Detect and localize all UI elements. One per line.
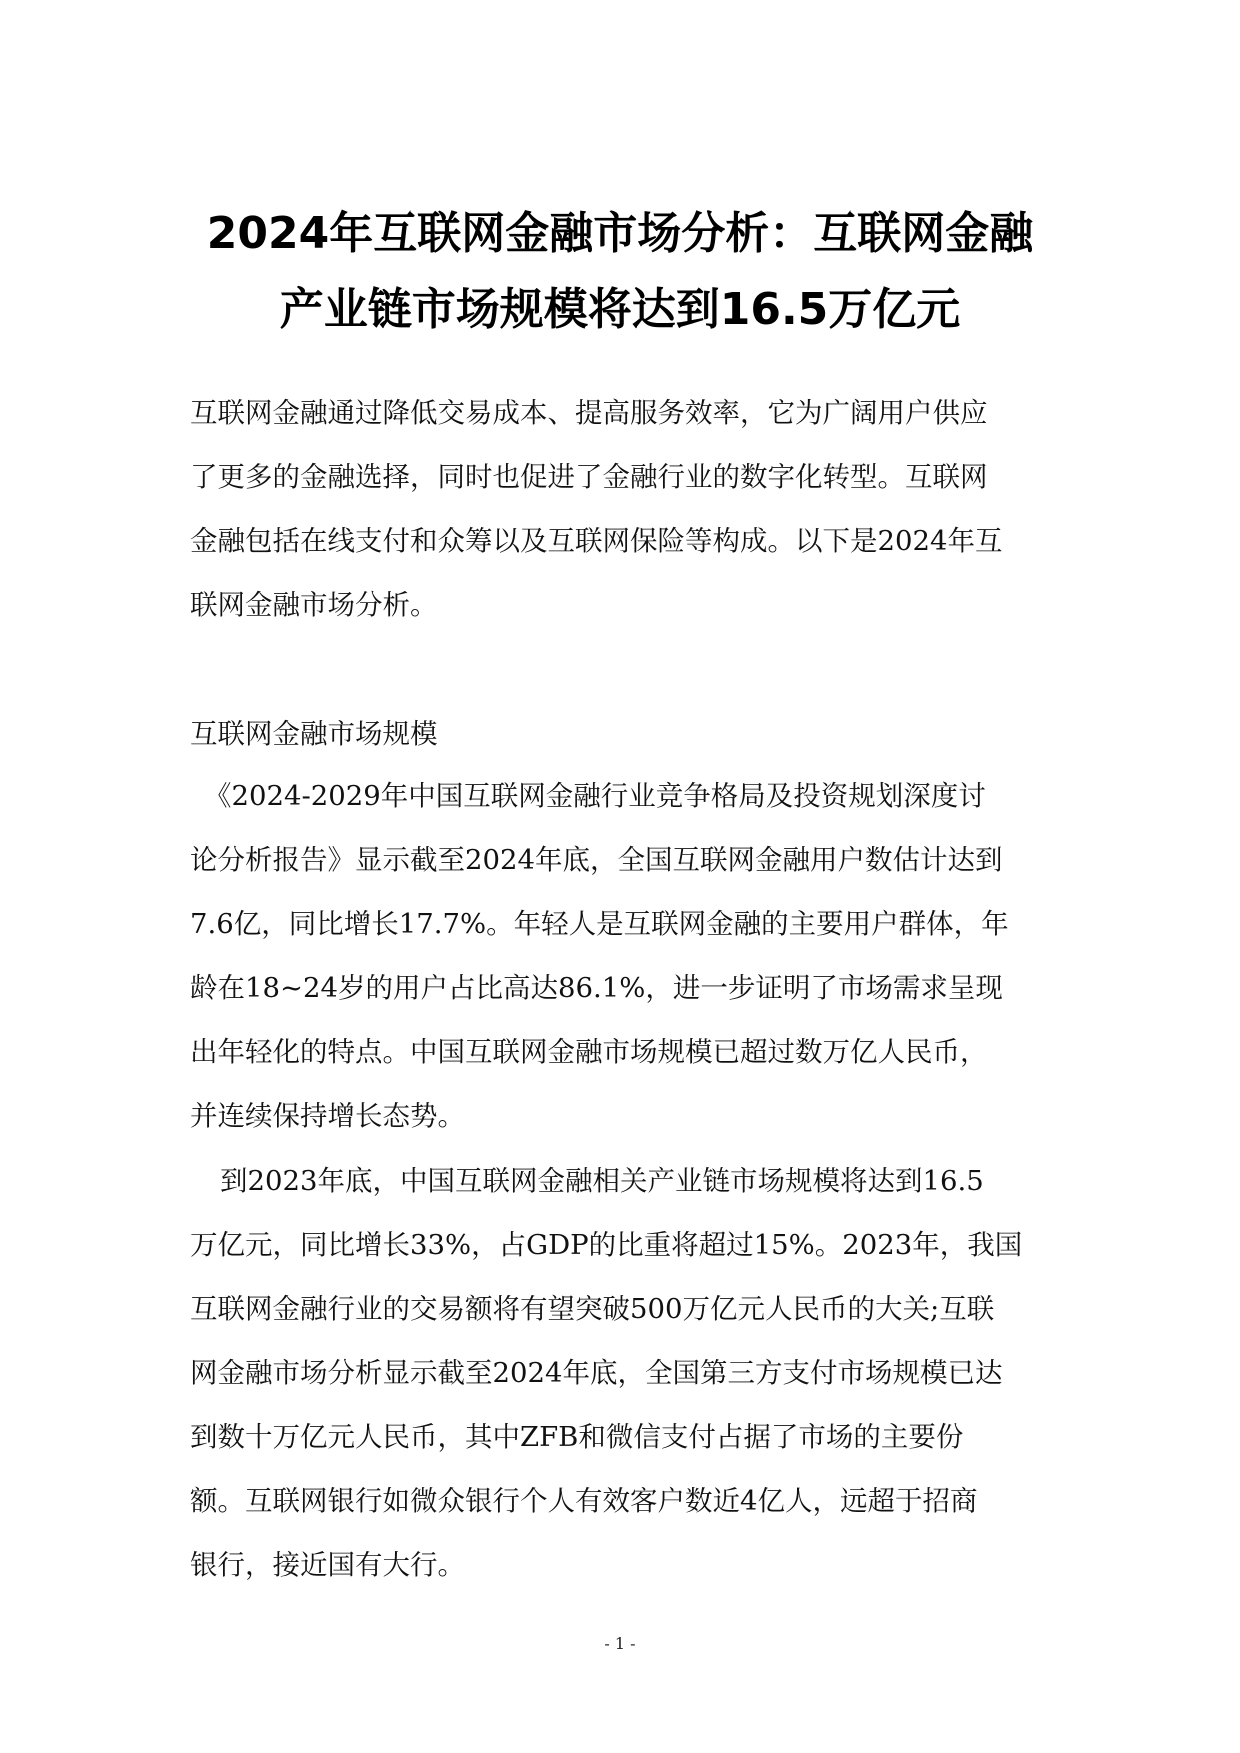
text-line: 到2023年底，中国互联网金融相关产业链市场规模将达到16.5: [220, 1165, 984, 1197]
text-line: 互联网金融行业的交易额将有望突破500万亿元人民币的大关;互联: [190, 1293, 995, 1325]
text-line: 万亿元，同比增长33%，占GDP的比重将超过15%。2023年，我国: [190, 1229, 1023, 1261]
text-line: 网金融市场分析显示截至2024年底，全国第三方支付市场规模已达: [190, 1357, 1003, 1389]
text-line: 7.6亿，同比增长17.7%。年轻人是互联网金融的主要用户群体，年: [190, 908, 1009, 940]
text-line: 论分析报告》显示截至2024年底，全国互联网金融用户数估计达到: [190, 844, 1003, 876]
section-heading-text: 互联网金融市场规模: [190, 718, 438, 750]
page-number: - 1 -: [604, 1634, 636, 1653]
text-line: 联网金融市场分析。: [190, 589, 438, 621]
text-line: 龄在18~24岁的用户占比高达86.1%，进一步证明了市场需求呈现: [190, 972, 1003, 1004]
text-line: 银行，接近国有大行。: [190, 1549, 465, 1581]
text-line: 额。互联网银行如微众银行个人有效客户数近4亿人，远超于招商: [190, 1485, 978, 1517]
text-line: 《2024-2029年中国互联网金融行业竞争格局及投资规划深度讨: [204, 780, 986, 812]
text-line: 互联网金融通过降低交易成本、提高服务效率，它为广阔用户供应: [190, 397, 988, 429]
market-scale-paragraph: [190, 1149, 1050, 1597]
text-line: 了更多的金融选择，同时也促进了金融行业的数字化转型。互联网: [190, 461, 988, 493]
title-line: 产业链市场规模将达到16.5万亿元: [279, 284, 961, 335]
text-line: 金融包括在线支付和众筹以及互联网保险等构成。以下是2024年互: [190, 525, 1003, 557]
text-line: 出年轻化的特点。中国互联网金融市场规模已超过数万亿人民币，: [190, 1036, 988, 1068]
intro-paragraph: [190, 381, 1050, 637]
report-paragraph: [190, 764, 1050, 1148]
section-heading: [190, 702, 1050, 766]
document-title: [170, 196, 1070, 348]
text-line: 并连续保持增长态势。: [190, 1100, 465, 1132]
text-line: 到数十万亿元人民币，其中ZFB和微信支付占据了市场的主要份: [190, 1421, 964, 1453]
title-line: 2024年互联网金融市场分析：互联网金融: [206, 208, 1034, 259]
